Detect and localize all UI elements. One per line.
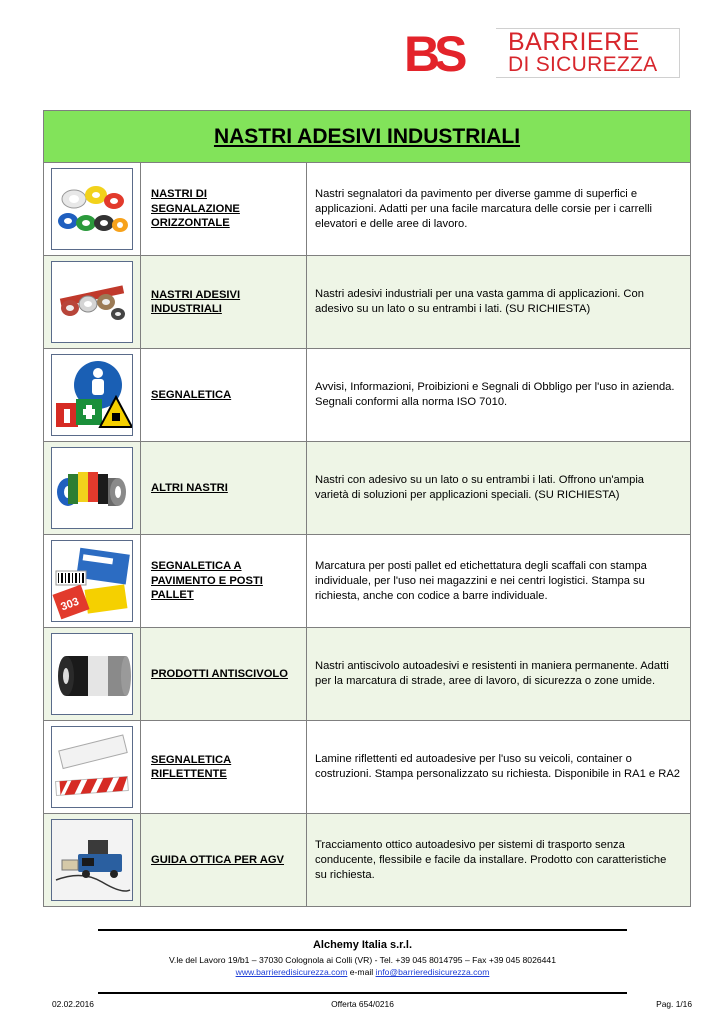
product-name[interactable]: PRODOTTI ANTISCIVOLO [151, 667, 288, 680]
product-name[interactable]: NASTRI DI SEGNALAZIONE ORIZZONTALE [151, 188, 240, 230]
agv-vehicle-image [51, 819, 133, 901]
product-description: Nastri con adesivo su un lato o su entrambi i lati. Offrono un'ampia varietà di soluzioni per applicazioni speciali. (SU RICHIESTA) [315, 474, 645, 501]
table-row [44, 442, 690, 535]
industrial-tape-image [51, 261, 133, 343]
product-image-cell [44, 814, 141, 906]
footer-links [0, 967, 725, 977]
product-image-cell [44, 349, 141, 441]
floor-labels-image [51, 540, 133, 622]
product-description-cell [307, 814, 690, 906]
footer-offer: Offerta 654/0216 [331, 999, 394, 1009]
table-row [44, 628, 690, 721]
company-logo [404, 28, 682, 80]
footer-rule-top [98, 929, 627, 931]
table-row [44, 535, 690, 628]
product-name-cell [141, 628, 307, 720]
products-table [43, 110, 691, 907]
product-description: Nastri segnalatori da pavimento per diverse gamme di superfici e applicazioni. Adatti per una facile marcatura delle corsie per i carrelli elevatori e delle aree di lavoro. [315, 187, 653, 230]
logo-mark: BS [404, 26, 462, 82]
product-name[interactable]: ALTRI NASTRI [151, 481, 228, 494]
product-name[interactable]: SEGNALETICA RIFLETTENTE [151, 753, 232, 780]
product-name-cell [141, 814, 307, 906]
product-image-cell [44, 628, 141, 720]
product-name[interactable]: SEGNALETICA A PAVIMENTO E POSTI PALLET [151, 560, 263, 602]
product-name-cell [141, 721, 307, 813]
product-name-cell [141, 256, 307, 348]
product-description-cell [307, 442, 690, 534]
website-link[interactable]: www.barrieredisicurezza.com [235, 967, 348, 977]
product-image-cell [44, 721, 141, 813]
product-description-cell [307, 256, 690, 348]
footer-rule-bottom [98, 992, 627, 994]
product-name[interactable]: SEGNALETICA [151, 388, 232, 401]
product-description: Nastri antiscivolo autoadesivi e resistenti in maniera permanente. Adatti per la marcatura di strade, aree di lavoro, di sicurezza o zone umide. [315, 660, 669, 687]
footer-address: V.le del Lavoro 19/b1 – 37030 Colognola ai Colli (VR) - Tel. +39 045 8014795 – Fax +39 045 8026441 [168, 955, 556, 965]
safety-signs-image [51, 354, 133, 436]
product-description-cell [307, 163, 690, 255]
product-name-cell [141, 535, 307, 627]
product-name[interactable]: GUIDA OTTICA PER AGV [151, 853, 285, 866]
product-description: Avvisi, Informazioni, Proibizioni e Segnali di Obbligo per l'uso in azienda. Segnali conformi alla norma ISO 7010. [315, 381, 675, 408]
product-name-cell [141, 349, 307, 441]
colored-floor-tape-image [51, 168, 133, 250]
product-image-cell [44, 256, 141, 348]
table-row [44, 163, 690, 256]
logo-line-2: DI SICUREZZA [508, 53, 658, 76]
logo-line-1: BARRIERE [508, 28, 640, 56]
table-title-row [44, 111, 690, 163]
table-row [44, 256, 690, 349]
colored-tape-rolls-image [51, 447, 133, 529]
product-description: Nastri adesivi industriali per una vasta gamma di applicazioni. Con adesivo su un lato o su entrambi i lati. (SU RICHIESTA) [315, 288, 644, 315]
footer-date: 02.02.2016 [52, 999, 94, 1009]
page-title: NASTRI ADESIVI INDUSTRIALI [213, 124, 521, 148]
product-description-cell [307, 628, 690, 720]
footer-company: Alchemy Italia s.r.l. [312, 939, 413, 951]
product-description: Lamine riflettenti ed autoadesive per l'uso su veicoli, container o costruzioni. Stampa personalizzato su richiesta. Disponibile in RA1 e RA2 [315, 753, 681, 780]
product-name-cell [141, 163, 307, 255]
product-name[interactable]: NASTRI ADESIVI INDUSTRIALI [151, 288, 241, 315]
product-image-cell [44, 535, 141, 627]
product-description: Tracciamento ottico autoadesivo per sistemi di trasporto senza conducente, flessibile e facile da installare. Prodotto con caratteristiche su richiesta. [315, 838, 667, 881]
floor-label-number: 303 [59, 595, 81, 614]
product-name-cell [141, 442, 307, 534]
product-description-cell [307, 349, 690, 441]
product-description-cell [307, 535, 690, 627]
email-label: e-mail [349, 967, 374, 977]
reflective-strips-image [51, 726, 133, 808]
product-description: Marcatura per posti pallet ed etichettatura degli scaffali con stampa individuale, per l'uso nei magazzini e nei centri logistici. Stampa su richiesta, anche con codice a barre individuale. [315, 559, 647, 602]
product-image-cell [44, 163, 141, 255]
email-link[interactable]: info@barrieredisicurezza.com [375, 967, 490, 977]
footer-page-number: Pag. 1/16 [656, 999, 692, 1009]
table-row [44, 349, 690, 442]
table-row [44, 814, 690, 906]
product-description-cell [307, 721, 690, 813]
table-row [44, 721, 690, 814]
anti-slip-tape-image [51, 633, 133, 715]
product-image-cell [44, 442, 141, 534]
